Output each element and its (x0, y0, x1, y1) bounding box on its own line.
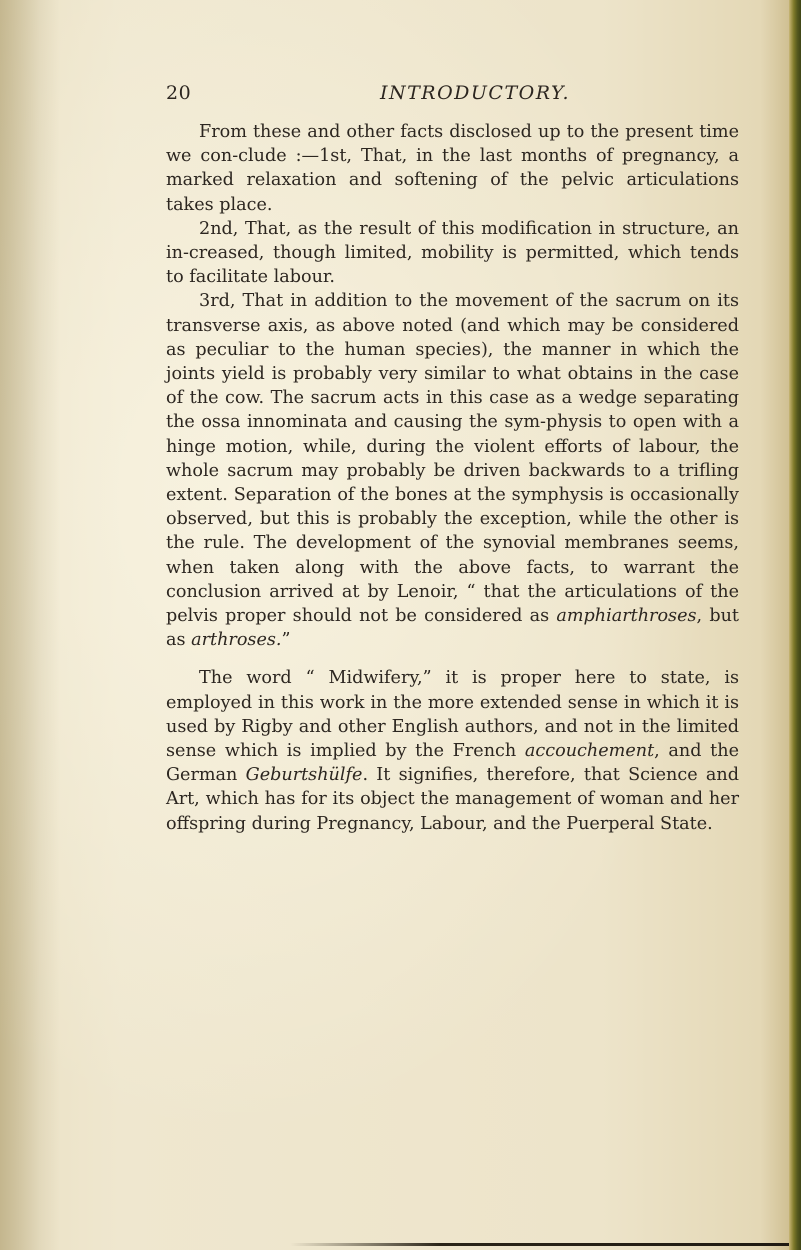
paragraph (166, 666, 739, 835)
text-run: , and the German (166, 741, 739, 786)
italic-term: accouchement (524, 741, 655, 762)
page-gutter-shadow (0, 0, 60, 1250)
page-header (0, 82, 801, 108)
paragraph (166, 120, 739, 217)
bottom-edge-line (290, 1243, 789, 1246)
running-title: INTRODUCTORY. (380, 82, 571, 104)
text-run: 3rd, That in addition to the movement of the sacrum on its transverse axis, as above noted (and which may be considered as peculiar to the human species), the manner in which the joints yield is probably very similar to what obtains in the case of the cow. The sacrum acts in this case as a wedge separating the ossa innominata and causing the sym-physis to open with a hinge motion, while, during the violent efforts of labour, the whole sacrum may probably be driven backwards to a trifling extent. Separation of the bones at the symphysis is occasionally observed, but this is probably the exception, while the other is the rule. The development of the synovial membranes seems, when taken along with the above facts, to warrant the conclusion arrived at by Lenoir, “ that the articulations of the pelvis proper should not be considered as (166, 291, 739, 627)
text-run: , but as (166, 606, 739, 651)
body-text (166, 120, 739, 836)
text-run: . It signifies, therefore, that Science and Art, which has for its object the management of woman and her offspring during Pregnancy, Labour, and the Puerperal State. (166, 765, 739, 834)
italic-term: arthroses. (191, 630, 282, 651)
text-run: 2nd, That, as the result of this modification in structure, an in-creased, though limited, mobility is permitted, which tends to facilitate labour. (166, 218, 739, 288)
paragraph (166, 217, 739, 290)
italic-term: amphiarthroses (556, 606, 697, 627)
text-run: The word “ Midwifery,” it is proper here to state, is employed in this work in the more extended sense in which it is used by Rigby and other English authors, and not in the limited sense which is implied by the French (166, 668, 739, 762)
paragraph (166, 289, 739, 652)
italic-term: Geburtshülfe (245, 765, 363, 786)
text-run: ” (281, 630, 291, 651)
text-run: From these and other facts disclosed up to the present time we con-clude :—1st, That, in the last months of pregnancy, a marked relaxation and softening of the pelvic articulations takes place. (166, 122, 739, 215)
page-number: 20 (166, 82, 192, 104)
page-edge (789, 0, 801, 1250)
